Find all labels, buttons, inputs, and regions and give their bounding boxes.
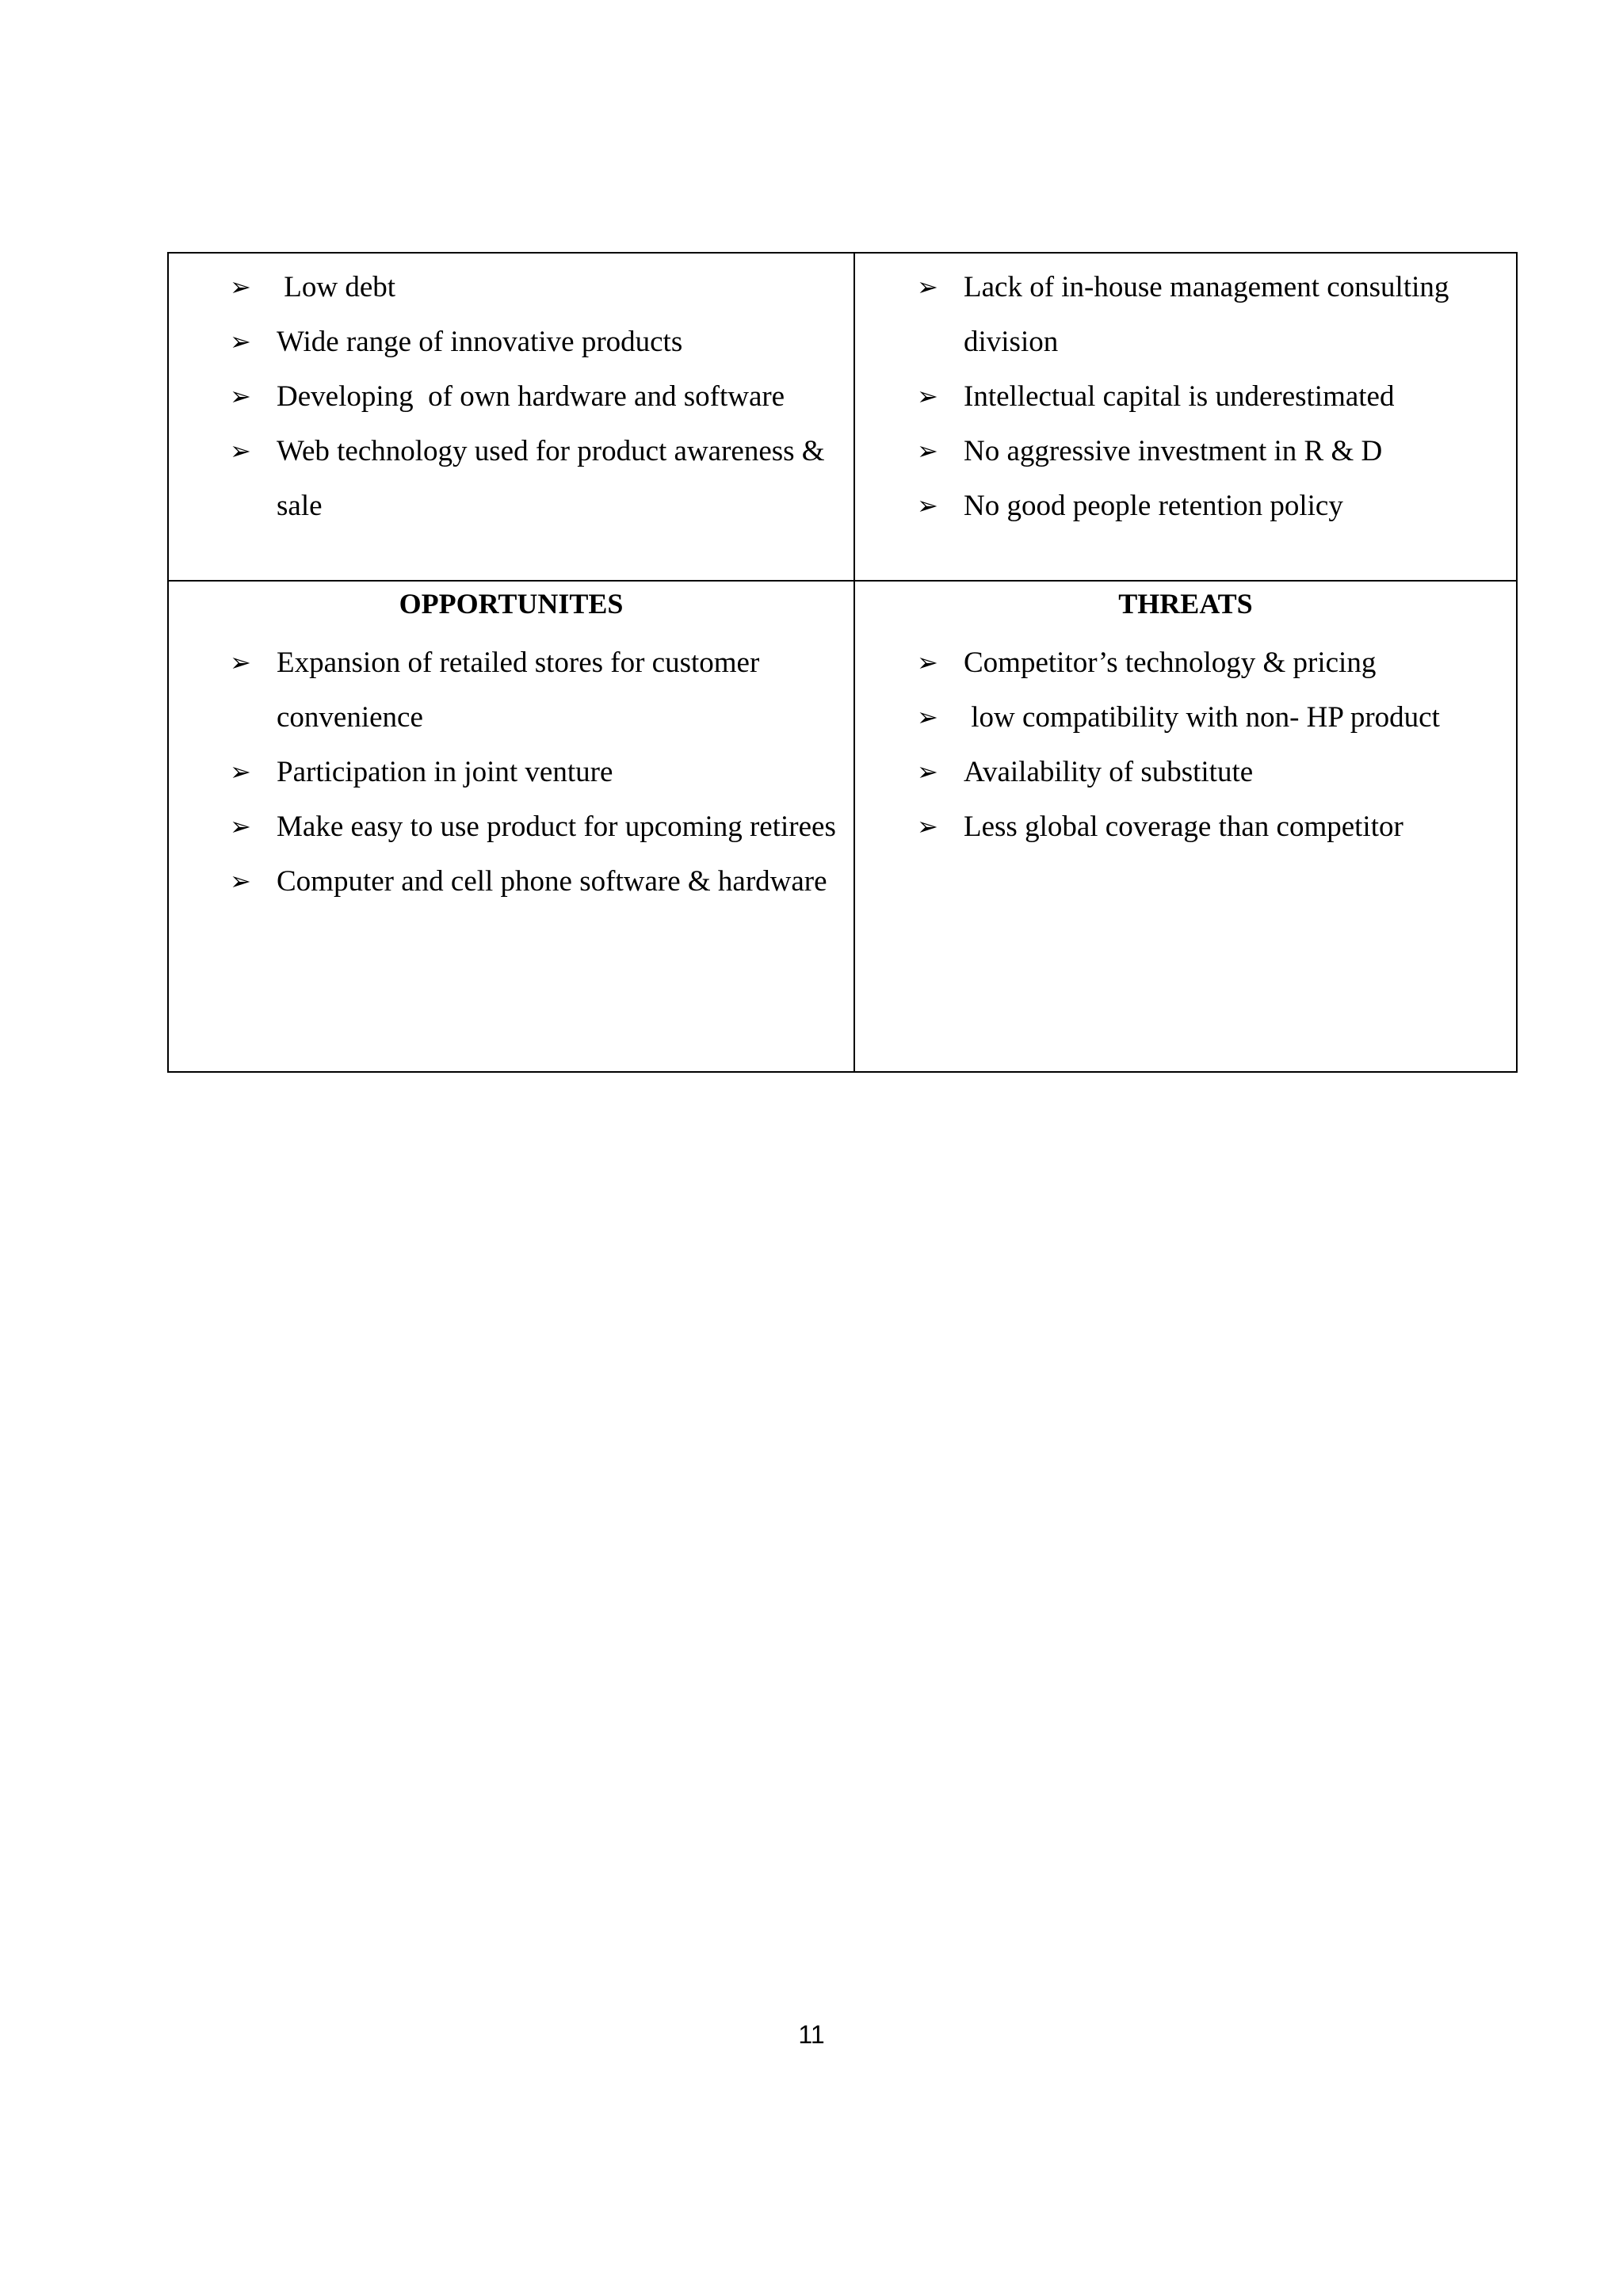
list-item — [169, 745, 854, 799]
page-number: 11 — [798, 2020, 825, 2049]
strength-text: Web technology used for product awareness & sale — [277, 435, 825, 522]
arrowhead-bullet-icon: ➢ — [917, 647, 938, 677]
list-item — [169, 799, 854, 854]
arrowhead-bullet-icon: ➢ — [230, 647, 251, 677]
weakness-text: No good people retention policy — [964, 490, 1343, 522]
weakness-text: Lack of in-house management consulting division — [964, 271, 1449, 358]
arrowhead-bullet-icon: ➢ — [230, 436, 251, 466]
opportunity-text: Make easy to use product for upcoming retirees — [277, 810, 836, 843]
strength-text: Wide range of innovative products — [277, 326, 683, 358]
list-item — [169, 260, 854, 315]
opportunity-text: Computer and cell phone software & hardware — [277, 865, 827, 898]
opportunities-heading: OPPORTUNITES — [399, 588, 624, 620]
list-item — [169, 424, 854, 533]
list-item — [855, 690, 1516, 745]
list-item — [855, 635, 1516, 690]
arrowhead-bullet-icon: ➢ — [917, 436, 938, 466]
list-item — [855, 369, 1516, 424]
arrowhead-bullet-icon: ➢ — [230, 757, 251, 787]
arrowhead-bullet-icon: ➢ — [917, 702, 938, 732]
opportunity-text: Expansion of retailed stores for customer convenience — [277, 646, 760, 734]
arrowhead-bullet-icon: ➢ — [230, 272, 251, 302]
list-item — [169, 315, 854, 369]
threats-list — [855, 635, 1516, 854]
swot-row-top — [168, 253, 1517, 581]
arrowhead-bullet-icon: ➢ — [917, 381, 938, 411]
arrowhead-bullet-icon: ➢ — [230, 326, 251, 357]
opportunities-list — [169, 635, 854, 909]
opportunities-cell — [168, 581, 854, 1072]
arrowhead-bullet-icon: ➢ — [230, 811, 251, 841]
threat-text: low compatibility with non- HP product — [964, 701, 1440, 734]
arrowhead-bullet-icon: ➢ — [917, 811, 938, 841]
list-item — [855, 799, 1516, 854]
threat-text: Less global coverage than competitor — [964, 810, 1403, 843]
weakness-text: No aggressive investment in R & D — [964, 435, 1383, 467]
list-item — [855, 479, 1516, 533]
threat-text: Availability of substitute — [964, 756, 1254, 788]
arrowhead-bullet-icon: ➢ — [230, 381, 251, 411]
list-item — [169, 854, 854, 909]
arrowhead-bullet-icon: ➢ — [230, 866, 251, 896]
threat-text: Competitor’s technology & pricing — [964, 646, 1377, 679]
arrowhead-bullet-icon: ➢ — [917, 272, 938, 302]
swot-table — [167, 252, 1518, 1073]
list-item — [855, 745, 1516, 799]
strengths-list — [169, 260, 854, 533]
list-item — [169, 369, 854, 424]
list-item — [855, 424, 1516, 479]
strength-text: Developing of own hardware and software — [277, 380, 785, 413]
arrowhead-bullet-icon: ➢ — [917, 757, 938, 787]
list-item — [855, 260, 1516, 369]
swot-row-bottom — [168, 581, 1517, 1072]
arrowhead-bullet-icon: ➢ — [917, 490, 938, 521]
threats-cell — [854, 581, 1517, 1072]
weaknesses-cell — [854, 253, 1517, 581]
list-item — [169, 635, 854, 745]
threats-heading: THREATS — [1118, 588, 1253, 620]
weakness-text: Intellectual capital is underestimated — [964, 380, 1395, 413]
opportunity-text: Participation in joint venture — [277, 756, 613, 788]
strength-text: Low debt — [277, 271, 396, 303]
strengths-cell — [168, 253, 854, 581]
weaknesses-list — [855, 260, 1516, 533]
